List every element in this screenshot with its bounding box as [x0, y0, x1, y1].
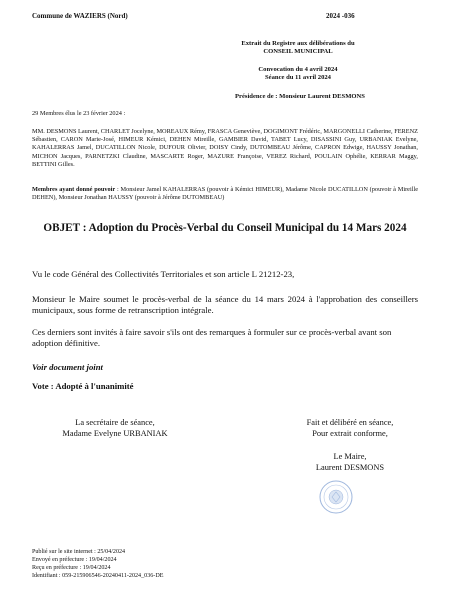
objet-title: OBJET : Adoption du Procès-Verbal du Conseil Municipal du 14 Mars 2024: [43, 222, 407, 234]
mayor-submission-paragraph: Monsieur le Maire soumet le procès-verbal de la séance du 14 mars 2024 à l'approbation des conseillers municipaux, sous forme de retranscription intégrale.: [32, 294, 418, 316]
proxy-members-text: : Monsieur Jamel KAHALERRAS (pouvoir à Kémici HIMEUR), Madame Nicole DUCATILLON (pouvoir à Mireille DEHEN), Monsieur Jonathan HAUSSY (pouvoir à Jérôme DUTOMBEAU): [32, 186, 418, 202]
extract-line-2: CONSEIL MUNICIPAL: [263, 48, 333, 55]
mayor-name: Laurent DESMONS: [315, 463, 385, 472]
remarks-invitation-paragraph: Ces derniers sont invités à faire savoir s'ils ont des remarques à formuler sur ce procès-verbal avant son adoption définitive.: [32, 327, 392, 349]
legal-basis-paragraph: Vu le code Général des Collectivités Territoriales et son article L 21212-23,: [32, 269, 295, 279]
official-seal-icon: [318, 479, 354, 515]
elected-members-intro: 29 Membres élus le 23 février 2024 :: [32, 110, 126, 117]
prefecture-sent-date: Envoyé en préfecture : 19/04/2024: [32, 557, 117, 563]
proxy-members: [32, 186, 418, 202]
commune-header: Commune de WAZIERS (Nord): [32, 12, 128, 20]
meeting-dates: [214, 66, 382, 82]
secretary-name: Madame Evelyne URBANIAK: [62, 429, 168, 438]
vote-result: Vote : Adopté à l'unanimité: [32, 381, 134, 391]
extract-line-1: Extrait du Registre aux délibérations du: [241, 40, 355, 47]
publication-date: Publié sur le site internet : 25/04/2024: [32, 549, 126, 555]
transmission-footer: [32, 548, 163, 580]
mayor-title: Le Maire,: [333, 452, 367, 461]
session-date: Séance du 11 avril 2024: [265, 74, 331, 81]
prefecture-received-date: Reçu en préfecture : 19/04/2024: [32, 565, 111, 571]
secretary-title: La secrétaire de séance,: [75, 418, 155, 427]
certification-line-2: Pour extrait conforme,: [312, 429, 388, 438]
members-list: MM. DESMONS Laurent, CHARLET Jocelyne, MOREAUX Rémy, FRASCA Geneviève, DOGIMONT Frédéric, MARGONELLI Catherine, FERENZ Sébastien, CARON Marie-José, HIMEUR Kémici, DEHEN Mireille, GAMBIER David, TABET Lucy, DISASSINI Guy, URBANIAK Evelyne, KAHALERRAS Jamel, DUCATILLON Nicole, DUFOUR Olivier, DOISY Cindy, DUTOMBEAU Jérôme, CAPRON Edwige, HAUSSY Jonathan, MICHON Jacques, PARNETZKI Claudine, MASCARTE Roger, MAZURE Françoise, VEREZ Richard, POULAIN Ophélie, KERRAR Maggy, BETTINI Gilles.: [32, 128, 418, 168]
convocation-date: Convocation du 4 avril 2024: [258, 66, 338, 73]
proxy-members-label: Membres ayant donné pouvoir: [32, 186, 116, 193]
mayor-signature-block: [285, 451, 415, 473]
certification-line-1: Fait et délibéré en séance,: [306, 418, 394, 427]
secretary-signature-block: [40, 417, 190, 439]
extract-heading: [214, 40, 382, 56]
act-identifier: Identifiant : 059-215906546-20240411-2024_036-DE: [32, 573, 164, 579]
deliberation-reference: 2024 -036: [326, 12, 355, 20]
attached-document-note: Voir document joint: [32, 362, 103, 372]
presidence: Présidence de : Monsieur Laurent DESMONS: [235, 93, 365, 100]
certification-block: [285, 417, 415, 439]
